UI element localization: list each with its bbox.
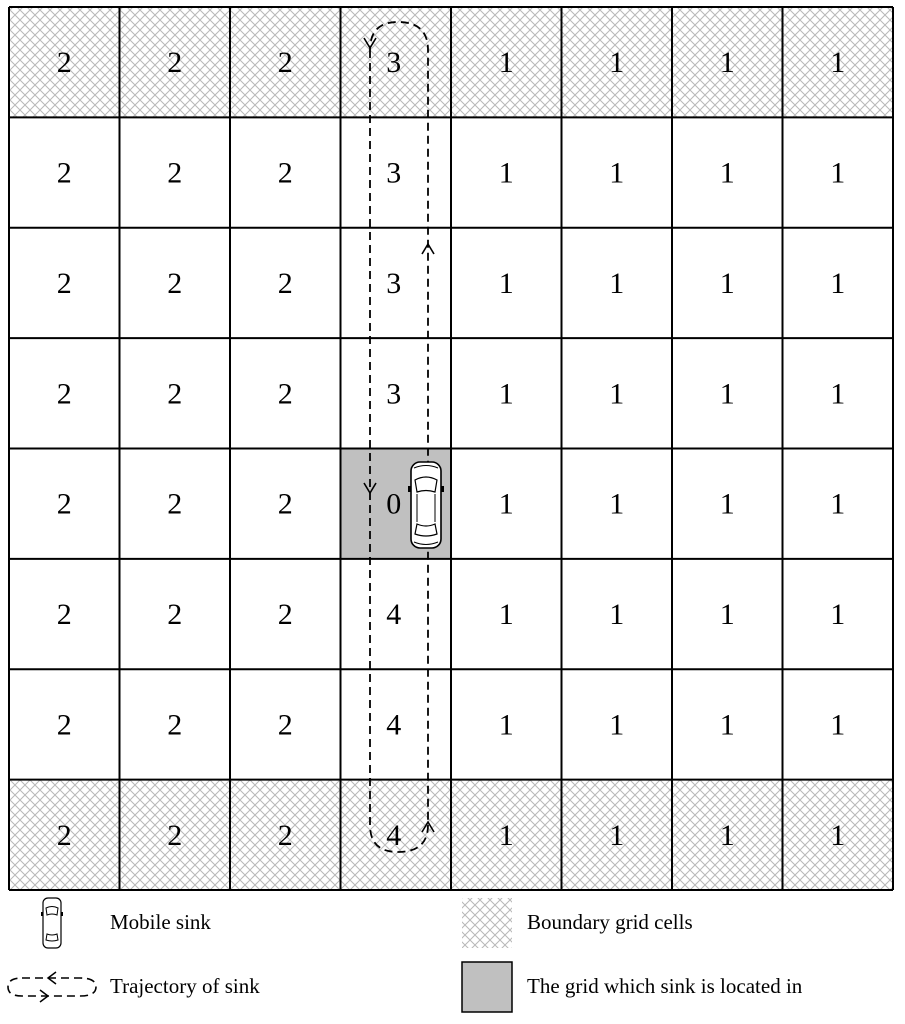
cell-number: 2 [167, 598, 183, 632]
cell-number: 3 [386, 266, 402, 300]
cell-number: 1 [719, 487, 735, 521]
cell-number: 1 [830, 266, 846, 300]
cell-number: 3 [386, 46, 402, 80]
cell-number: 2 [56, 818, 72, 852]
cell-number: 2 [167, 487, 183, 521]
cell-number: 1 [719, 708, 735, 742]
cell-number: 1 [609, 46, 625, 80]
cell-number: 1 [609, 266, 625, 300]
cell-number: 1 [498, 818, 514, 852]
cell-number: 2 [56, 377, 72, 411]
legend-trajectory-label: Trajectory of sink [110, 974, 260, 998]
cell-number: 1 [498, 266, 514, 300]
cell-number: 2 [277, 377, 293, 411]
cell-number: 1 [830, 377, 846, 411]
cell-number: 2 [56, 266, 72, 300]
cell-number: 2 [56, 46, 72, 80]
cell-number: 0 [386, 487, 402, 521]
cell-number: 2 [167, 266, 183, 300]
cell-number: 1 [830, 46, 846, 80]
cell-number: 4 [386, 708, 402, 742]
cell-number: 1 [498, 598, 514, 632]
cell-number: 1 [609, 487, 625, 521]
cell-number: 4 [386, 818, 402, 852]
cell-number: 1 [498, 708, 514, 742]
mobile-sink-car-icon [408, 462, 444, 548]
legend-trajectory-icon [8, 972, 96, 1002]
cell-number: 1 [830, 598, 846, 632]
cell-number: 1 [719, 377, 735, 411]
cell-number: 1 [719, 156, 735, 190]
cell-number: 2 [277, 46, 293, 80]
cell-number: 1 [719, 46, 735, 80]
cell-number: 1 [609, 598, 625, 632]
cell-number: 1 [609, 708, 625, 742]
legend-boundary-label: Boundary grid cells [527, 910, 693, 934]
legend-sink-grid-label: The grid which sink is located in [527, 974, 803, 998]
cell-number: 2 [277, 708, 293, 742]
cell-number: 1 [830, 708, 846, 742]
cell-number: 2 [277, 487, 293, 521]
legend-sink-grid-swatch [462, 962, 512, 1012]
cell-number: 2 [277, 598, 293, 632]
cell-number: 2 [277, 818, 293, 852]
cell-number: 1 [498, 487, 514, 521]
cell-number: 2 [277, 266, 293, 300]
cell-number: 3 [386, 156, 402, 190]
legend-mobile-sink-label: Mobile sink [110, 910, 211, 934]
cell-number: 1 [830, 487, 846, 521]
cell-number: 2 [56, 487, 72, 521]
cell-number: 1 [719, 266, 735, 300]
legend [8, 898, 803, 1012]
cell-number: 3 [386, 377, 402, 411]
cell-number: 2 [167, 46, 183, 80]
cell-number: 1 [609, 818, 625, 852]
cell-number: 1 [498, 46, 514, 80]
cell-number: 1 [609, 156, 625, 190]
cell-number: 1 [609, 377, 625, 411]
cell-number: 4 [386, 598, 402, 632]
cell-number: 2 [167, 818, 183, 852]
cell-number: 2 [56, 156, 72, 190]
cell-number: 2 [167, 708, 183, 742]
cell-number: 1 [830, 156, 846, 190]
legend-boundary-swatch [462, 898, 512, 948]
cell-number: 1 [498, 377, 514, 411]
cell-number: 1 [830, 818, 846, 852]
cell-number: 2 [167, 156, 183, 190]
cell-number: 1 [719, 818, 735, 852]
cell-number: 2 [56, 598, 72, 632]
cell-number: 2 [56, 708, 72, 742]
cell-number: 1 [498, 156, 514, 190]
cell-number: 1 [719, 598, 735, 632]
legend-car-icon [41, 898, 63, 948]
cell-number: 2 [277, 156, 293, 190]
cell-number: 2 [167, 377, 183, 411]
